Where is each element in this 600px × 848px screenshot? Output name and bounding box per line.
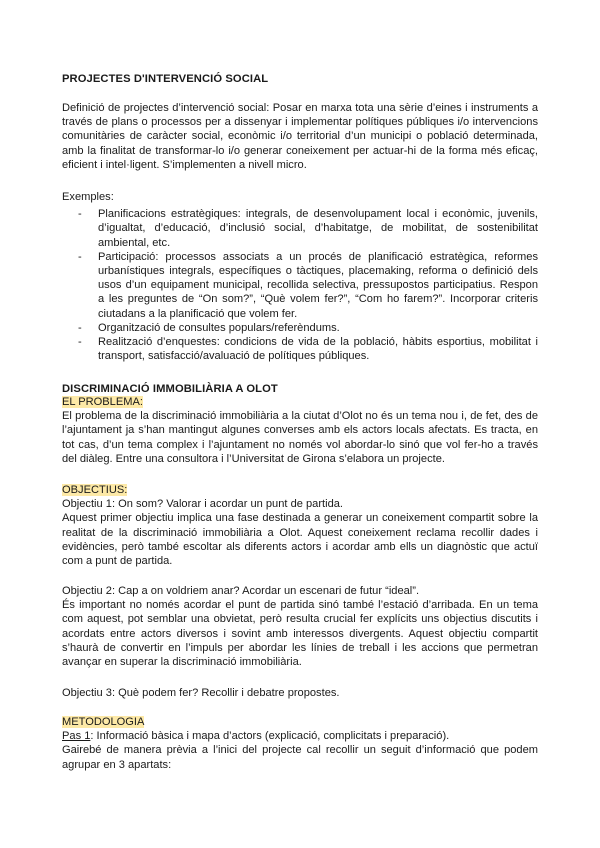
list-item: - Realització d’enquestes: condicions de vida de la població, hàbits esportius, mobilitat i transport, satisfacció/avaluació de polítiques públiques. <box>62 335 538 363</box>
examples-label: Exemples: <box>62 191 114 203</box>
objective-2-section <box>62 584 538 669</box>
problem-heading: EL PROBLEMA: <box>62 396 143 408</box>
objectives-heading: OBJECTIUS: <box>62 484 128 496</box>
objective-3-title: Objectiu 3: Què podem fer? Recollir i debatre propostes. <box>62 687 340 699</box>
section-title-discrimination: DISCRIMINACIÓ IMMOBILIÀRIA A OLOT <box>62 383 278 395</box>
definition-paragraph: Definició de projectes d’intervenció social: Posar en marxa tota una sèrie d’eines i instruments a través de plans o processos per a dissenyar i implementar polítiques públiques i/o intervencions comunitàries de caràcter social, econòmic i/o territorial d’un municipi o població determinada, amb la finalitat de transformar-lo i/o generar coneixement per actuar-hi de la forma més eficaç, eficient i intel·ligent. S’implementen a nivell micro. <box>62 102 538 171</box>
step-1-title: : Informació bàsica i mapa d’actors (explicació, complicitats i preparació). <box>90 730 450 743</box>
objectives-section <box>62 483 538 568</box>
examples-section <box>62 190 538 363</box>
methodology-section <box>62 715 538 772</box>
list-item: - Participació: processos associats a un procés de planificació estratègica, reformes urbanístiques integrals, específiques o tàctiques, placemaking, reforma o definició dels usos d’un equipament municipal, recollida selectiva, pressupostos participatius. Respon a les preguntes de “On som?”, “Què volem fer?”, “Com ho farem?”. Incorporar criteris ciutadans a la planificació que volem fer. <box>62 250 538 321</box>
step-1-label: Pas 1 <box>62 730 91 743</box>
problem-paragraph: El problema de la discriminació immobiliària a la ciutat d’Olot no és un tema nou i, de fet, des de l’ajuntament ja s’han mantingut algunes converses amb els actors locals afectats. Es tracta, en tot cas, d’un tema complex i l’ajuntament no només vol abordar-lo sinó que vol fer-ho a través del diàleg. Entre una consultora i l’Universitat de Girona s’elabora un projecte. <box>62 410 538 465</box>
list-item: - Planificacions estratègiques: integrals, de desenvolupament local i econòmic, juvenils, d’igualtat, d’educació, d’inclusió social, d’habitatge, de mobilitat, de sostenibilitat ambiental, etc. <box>62 207 538 250</box>
page-title: PROJECTES D'INTERVENCIÓ SOCIAL <box>62 73 269 85</box>
methodology-heading: METODOLOGIA <box>62 716 145 728</box>
objective-2-title: Objectiu 2: Cap a on voldriem anar? Acordar un escenari de futur “ideal”. <box>62 585 420 597</box>
objective-2-text: És important no només acordar el punt de partida sinó també l’estació d’arribada. En un tema com aquest, pot semblar una obvietat, però resulta crucial fer explícits uns objectius discutits i acordats entre actors diversos i sovint amb interessos divergents. Aquest objectiu compartit s’haurà de convertir en l’impuls per abordar les línies de treball i les accions que permetran avançar en superar la discriminació immobiliària. <box>62 599 538 669</box>
list-item: - Organització de consultes populars/referèndums. <box>62 321 538 335</box>
objective-1-text: Aquest primer objectiu implica una fase destinada a generar un coneixement compartit sobre la realitat de la discriminació immobiliària a Olot. Aquest coneixement reclama recollir dades i evidències, però també escoltar als diferents actors i acordar amb ells un diagnòstic que actuï com a punt de partida. <box>62 512 538 568</box>
step-1-paragraph: Gairebé de manera prèvia a l’inici del projecte cal recollir un seguit d’informació que podem agrupar en 3 apartats: <box>62 744 538 771</box>
problem-section <box>62 395 538 466</box>
objective-1-title: Objectiu 1: On som? Valorar i acordar un punt de partida. <box>62 498 343 511</box>
step-1-line <box>62 729 538 743</box>
examples-list <box>62 207 538 363</box>
